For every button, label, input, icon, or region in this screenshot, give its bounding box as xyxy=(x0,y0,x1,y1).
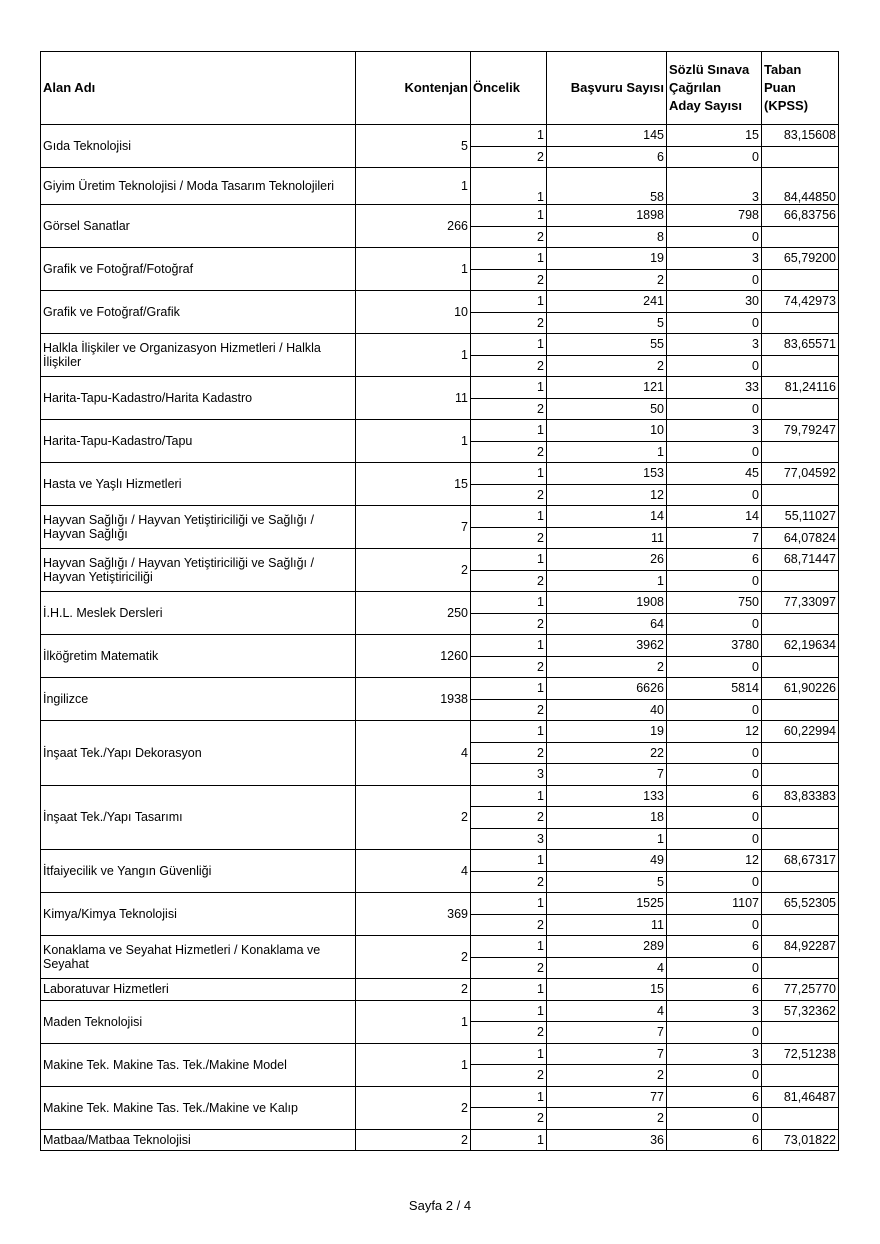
basvuru-cell: 36 xyxy=(547,1129,667,1151)
taban-puan-cell: 55,11027 xyxy=(762,506,839,528)
kontenjan-cell: 4 xyxy=(356,721,471,786)
alan-adi-cell: Gıda Teknolojisi xyxy=(41,125,356,168)
table-row xyxy=(41,506,839,528)
oncelik-cell: 2 xyxy=(471,742,547,764)
kontenjan-cell: 5 xyxy=(356,125,471,168)
taban-puan-cell: 72,51238 xyxy=(762,1043,839,1065)
taban-puan-cell: 68,67317 xyxy=(762,850,839,872)
sozlu-cell: 30 xyxy=(667,291,762,313)
table-row xyxy=(41,785,839,807)
taban-puan-cell xyxy=(762,269,839,291)
kontenjan-cell: 11 xyxy=(356,377,471,420)
sozlu-cell: 0 xyxy=(667,914,762,936)
basvuru-cell: 26 xyxy=(547,549,667,571)
oncelik-cell: 2 xyxy=(471,1108,547,1130)
sozlu-cell: 0 xyxy=(667,957,762,979)
basvuru-cell: 19 xyxy=(547,248,667,270)
table-row xyxy=(41,1000,839,1022)
oncelik-cell: 2 xyxy=(471,484,547,506)
header-sozlu-sinav xyxy=(667,52,762,125)
sozlu-cell: 0 xyxy=(667,269,762,291)
basvuru-cell: 22 xyxy=(547,742,667,764)
taban-puan-cell: 84,44850 xyxy=(762,168,839,205)
table-row xyxy=(41,549,839,571)
taban-puan-cell xyxy=(762,355,839,377)
table-row xyxy=(41,592,839,614)
sozlu-cell: 3 xyxy=(667,334,762,356)
sozlu-cell: 14 xyxy=(667,506,762,528)
sozlu-cell: 0 xyxy=(667,742,762,764)
taban-puan-cell xyxy=(762,656,839,678)
alan-adi-cell: Hayvan Sağlığı / Hayvan Yetiştiriciliği ve Sağlığı / Hayvan Yetiştiriciliği xyxy=(41,549,356,592)
taban-puan-cell xyxy=(762,807,839,829)
sozlu-cell: 0 xyxy=(667,484,762,506)
table-row xyxy=(41,168,839,205)
kontenjan-cell: 369 xyxy=(356,893,471,936)
kontenjan-cell: 4 xyxy=(356,850,471,893)
taban-puan-cell xyxy=(762,699,839,721)
oncelik-cell: 1 xyxy=(471,1129,547,1151)
alan-adi-cell: Grafik ve Fotoğraf/Fotoğraf xyxy=(41,248,356,291)
oncelik-cell: 1 xyxy=(471,291,547,313)
taban-puan-cell: 62,19634 xyxy=(762,635,839,657)
table-row xyxy=(41,1086,839,1108)
table-row xyxy=(41,248,839,270)
basvuru-cell: 50 xyxy=(547,398,667,420)
kontenjan-cell: 2 xyxy=(356,1129,471,1151)
table-row xyxy=(41,463,839,485)
oncelik-cell: 1 xyxy=(471,334,547,356)
kontenjan-cell: 1 xyxy=(356,1000,471,1043)
oncelik-cell: 1 xyxy=(471,463,547,485)
taban-puan-cell: 60,22994 xyxy=(762,721,839,743)
header-alan-adi: Alan Adı xyxy=(41,52,356,125)
basvuru-cell: 2 xyxy=(547,355,667,377)
basvuru-cell: 1908 xyxy=(547,592,667,614)
alan-adi-cell: Hayvan Sağlığı / Hayvan Yetiştiriciliği ve Sağlığı / Hayvan Sağlığı xyxy=(41,506,356,549)
oncelik-cell: 2 xyxy=(471,269,547,291)
basvuru-cell: 145 xyxy=(547,125,667,147)
kontenjan-cell: 2 xyxy=(356,1086,471,1129)
sozlu-cell: 0 xyxy=(667,146,762,168)
oncelik-cell: 1 xyxy=(471,1086,547,1108)
oncelik-cell: 1 xyxy=(471,168,547,205)
sozlu-cell: 6 xyxy=(667,979,762,1001)
kontenjan-cell: 2 xyxy=(356,936,471,979)
table-body xyxy=(41,125,839,1151)
taban-puan-cell: 79,79247 xyxy=(762,420,839,442)
oncelik-cell: 2 xyxy=(471,312,547,334)
taban-puan-cell: 57,32362 xyxy=(762,1000,839,1022)
basvuru-cell: 7 xyxy=(547,1022,667,1044)
alan-adi-cell: Laboratuvar Hizmetleri xyxy=(41,979,356,1001)
header-sozlu-line-3: Aday Sayısı xyxy=(669,98,742,113)
oncelik-cell: 2 xyxy=(471,807,547,829)
oncelik-cell: 1 xyxy=(471,785,547,807)
oncelik-cell: 1 xyxy=(471,205,547,227)
oncelik-cell: 1 xyxy=(471,592,547,614)
table-row xyxy=(41,678,839,700)
table-row xyxy=(41,1129,839,1151)
oncelik-cell: 2 xyxy=(471,1065,547,1087)
kontenjan-cell: 1 xyxy=(356,248,471,291)
sozlu-cell: 33 xyxy=(667,377,762,399)
taban-puan-cell: 61,90226 xyxy=(762,678,839,700)
header-taban-line-1: Taban xyxy=(764,62,802,77)
sozlu-cell: 0 xyxy=(667,613,762,635)
header-taban-puan xyxy=(762,52,839,125)
header-kontenjan: Kontenjan xyxy=(356,52,471,125)
alan-adi-cell: Hasta ve Yaşlı Hizmetleri xyxy=(41,463,356,506)
taban-puan-cell xyxy=(762,1108,839,1130)
alan-adi-cell: İnşaat Tek./Yapı Dekorasyon xyxy=(41,721,356,786)
oncelik-cell: 3 xyxy=(471,828,547,850)
table-row xyxy=(41,377,839,399)
basvuru-cell: 1525 xyxy=(547,893,667,915)
basvuru-cell: 1 xyxy=(547,828,667,850)
table-row xyxy=(41,850,839,872)
sozlu-cell: 3780 xyxy=(667,635,762,657)
oncelik-cell: 2 xyxy=(471,527,547,549)
alan-adi-cell: Harita-Tapu-Kadastro/Harita Kadastro xyxy=(41,377,356,420)
basvuru-cell: 2 xyxy=(547,1065,667,1087)
basvuru-cell: 7 xyxy=(547,764,667,786)
taban-puan-cell xyxy=(762,742,839,764)
taban-puan-cell xyxy=(762,484,839,506)
basvuru-cell: 5 xyxy=(547,871,667,893)
taban-puan-cell: 64,07824 xyxy=(762,527,839,549)
taban-puan-cell xyxy=(762,312,839,334)
oncelik-cell: 1 xyxy=(471,248,547,270)
header-sozlu-line-2: Çağrılan xyxy=(669,80,722,95)
oncelik-cell: 3 xyxy=(471,764,547,786)
kontenjan-cell: 250 xyxy=(356,592,471,635)
oncelik-cell: 1 xyxy=(471,979,547,1001)
header-basvuru-sayisi: Başvuru Sayısı xyxy=(547,52,667,125)
taban-puan-cell xyxy=(762,957,839,979)
sozlu-cell: 6 xyxy=(667,1129,762,1151)
kontenjan-cell: 2 xyxy=(356,785,471,850)
alan-adi-cell: İ.H.L. Meslek Dersleri xyxy=(41,592,356,635)
basvuru-cell: 15 xyxy=(547,979,667,1001)
sozlu-cell: 798 xyxy=(667,205,762,227)
basvuru-cell: 121 xyxy=(547,377,667,399)
oncelik-cell: 1 xyxy=(471,635,547,657)
oncelik-cell: 1 xyxy=(471,377,547,399)
oncelik-cell: 1 xyxy=(471,678,547,700)
table-row xyxy=(41,979,839,1001)
taban-puan-cell xyxy=(762,914,839,936)
oncelik-cell: 2 xyxy=(471,871,547,893)
taban-puan-cell: 66,83756 xyxy=(762,205,839,227)
basvuru-cell: 49 xyxy=(547,850,667,872)
table-row xyxy=(41,125,839,147)
taban-puan-cell: 81,24116 xyxy=(762,377,839,399)
oncelik-cell: 1 xyxy=(471,506,547,528)
basvuru-cell: 19 xyxy=(547,721,667,743)
taban-puan-cell: 68,71447 xyxy=(762,549,839,571)
header-taban-line-2: Puan xyxy=(764,80,796,95)
basvuru-cell: 241 xyxy=(547,291,667,313)
header-oncelik: Öncelik xyxy=(471,52,547,125)
sozlu-cell: 0 xyxy=(667,699,762,721)
kontenjan-cell: 2 xyxy=(356,549,471,592)
table-row xyxy=(41,936,839,958)
alan-adi-cell: Maden Teknolojisi xyxy=(41,1000,356,1043)
sozlu-cell: 0 xyxy=(667,312,762,334)
kontenjan-cell: 1 xyxy=(356,334,471,377)
basvuru-cell: 6626 xyxy=(547,678,667,700)
basvuru-cell: 11 xyxy=(547,527,667,549)
sozlu-cell: 1107 xyxy=(667,893,762,915)
basvuru-cell: 6 xyxy=(547,146,667,168)
taban-puan-cell: 84,92287 xyxy=(762,936,839,958)
table-row xyxy=(41,334,839,356)
basvuru-cell: 133 xyxy=(547,785,667,807)
basvuru-cell: 12 xyxy=(547,484,667,506)
alan-adi-cell: Grafik ve Fotoğraf/Grafik xyxy=(41,291,356,334)
taban-puan-cell xyxy=(762,828,839,850)
basvuru-cell: 5 xyxy=(547,312,667,334)
basvuru-cell: 64 xyxy=(547,613,667,635)
sozlu-cell: 0 xyxy=(667,441,762,463)
sozlu-cell: 0 xyxy=(667,1065,762,1087)
taban-puan-cell: 77,25770 xyxy=(762,979,839,1001)
oncelik-cell: 2 xyxy=(471,613,547,635)
sozlu-cell: 0 xyxy=(667,1108,762,1130)
basvuru-cell: 7 xyxy=(547,1043,667,1065)
table-row xyxy=(41,893,839,915)
taban-puan-cell: 77,33097 xyxy=(762,592,839,614)
alan-adi-cell: İlköğretim Matematik xyxy=(41,635,356,678)
oncelik-cell: 1 xyxy=(471,850,547,872)
alan-adi-cell: Harita-Tapu-Kadastro/Tapu xyxy=(41,420,356,463)
table-row xyxy=(41,205,839,227)
basvuru-cell: 58 xyxy=(547,168,667,205)
oncelik-cell: 1 xyxy=(471,549,547,571)
kontenjan-cell: 1 xyxy=(356,1043,471,1086)
sozlu-cell: 7 xyxy=(667,527,762,549)
alan-adi-cell: Konaklama ve Seyahat Hizmetleri / Konaklama ve Seyahat xyxy=(41,936,356,979)
oncelik-cell: 2 xyxy=(471,441,547,463)
sozlu-cell: 3 xyxy=(667,1043,762,1065)
sozlu-cell: 6 xyxy=(667,936,762,958)
oncelik-cell: 1 xyxy=(471,936,547,958)
sozlu-cell: 0 xyxy=(667,226,762,248)
alan-adi-cell: Kimya/Kimya Teknolojisi xyxy=(41,893,356,936)
basvuru-cell: 55 xyxy=(547,334,667,356)
sozlu-cell: 0 xyxy=(667,871,762,893)
table-row xyxy=(41,420,839,442)
sozlu-cell: 750 xyxy=(667,592,762,614)
table-row xyxy=(41,635,839,657)
sozlu-cell: 15 xyxy=(667,125,762,147)
sozlu-cell: 12 xyxy=(667,850,762,872)
alan-adi-cell: Halkla İlişkiler ve Organizasyon Hizmetleri / Halkla İlişkiler xyxy=(41,334,356,377)
oncelik-cell: 2 xyxy=(471,398,547,420)
alan-adi-cell: İtfaiyecilik ve Yangın Güvenliği xyxy=(41,850,356,893)
taban-puan-cell: 83,83383 xyxy=(762,785,839,807)
sozlu-cell: 0 xyxy=(667,398,762,420)
taban-puan-cell xyxy=(762,398,839,420)
oncelik-cell: 2 xyxy=(471,570,547,592)
sozlu-cell: 6 xyxy=(667,1086,762,1108)
taban-puan-cell xyxy=(762,1022,839,1044)
basvuru-cell: 14 xyxy=(547,506,667,528)
sozlu-cell: 0 xyxy=(667,570,762,592)
kontenjan-cell: 266 xyxy=(356,205,471,248)
sozlu-cell: 5814 xyxy=(667,678,762,700)
kontenjan-cell: 10 xyxy=(356,291,471,334)
oncelik-cell: 2 xyxy=(471,355,547,377)
oncelik-cell: 1 xyxy=(471,420,547,442)
oncelik-cell: 1 xyxy=(471,893,547,915)
basvuru-cell: 18 xyxy=(547,807,667,829)
table-row xyxy=(41,721,839,743)
basvuru-cell: 289 xyxy=(547,936,667,958)
oncelik-cell: 1 xyxy=(471,125,547,147)
sozlu-cell: 6 xyxy=(667,785,762,807)
oncelik-cell: 2 xyxy=(471,226,547,248)
alan-adi-cell: Makine Tek. Makine Tas. Tek./Makine Model xyxy=(41,1043,356,1086)
alan-adi-cell: Makine Tek. Makine Tas. Tek./Makine ve Kalıp xyxy=(41,1086,356,1129)
alan-adi-cell: Giyim Üretim Teknolojisi / Moda Tasarım Teknolojileri xyxy=(41,168,356,205)
basvuru-cell: 40 xyxy=(547,699,667,721)
sozlu-cell: 3 xyxy=(667,168,762,205)
taban-puan-cell xyxy=(762,764,839,786)
basvuru-cell: 1 xyxy=(547,570,667,592)
header-sozlu-line-1: Sözlü Sınava xyxy=(669,62,750,77)
oncelik-cell: 2 xyxy=(471,699,547,721)
sozlu-cell: 3 xyxy=(667,1000,762,1022)
alan-adi-cell: İnşaat Tek./Yapı Tasarımı xyxy=(41,785,356,850)
sozlu-cell: 12 xyxy=(667,721,762,743)
taban-puan-cell xyxy=(762,226,839,248)
taban-puan-cell xyxy=(762,613,839,635)
basvuru-cell: 2 xyxy=(547,656,667,678)
basvuru-cell: 1898 xyxy=(547,205,667,227)
taban-puan-cell: 73,01822 xyxy=(762,1129,839,1151)
taban-puan-cell xyxy=(762,441,839,463)
kontenjan-cell: 1 xyxy=(356,420,471,463)
taban-puan-cell: 74,42973 xyxy=(762,291,839,313)
table-row xyxy=(41,1043,839,1065)
oncelik-cell: 2 xyxy=(471,914,547,936)
sozlu-cell: 45 xyxy=(667,463,762,485)
header-row xyxy=(41,52,839,125)
oncelik-cell: 2 xyxy=(471,1022,547,1044)
sozlu-cell: 0 xyxy=(667,828,762,850)
oncelik-cell: 1 xyxy=(471,721,547,743)
taban-puan-cell xyxy=(762,871,839,893)
taban-puan-cell: 65,79200 xyxy=(762,248,839,270)
alan-adi-cell: Matbaa/Matbaa Teknolojisi xyxy=(41,1129,356,1151)
basvuru-cell: 10 xyxy=(547,420,667,442)
table-row xyxy=(41,291,839,313)
basvuru-cell: 4 xyxy=(547,957,667,979)
basvuru-cell: 2 xyxy=(547,269,667,291)
alan-adi-cell: İngilizce xyxy=(41,678,356,721)
oncelik-cell: 2 xyxy=(471,146,547,168)
oncelik-cell: 2 xyxy=(471,656,547,678)
sozlu-cell: 0 xyxy=(667,1022,762,1044)
header-taban-line-3: (KPSS) xyxy=(764,98,809,113)
oncelik-cell: 1 xyxy=(471,1000,547,1022)
taban-puan-cell: 83,65571 xyxy=(762,334,839,356)
kontenjan-cell: 1260 xyxy=(356,635,471,678)
kontenjan-cell: 2 xyxy=(356,979,471,1001)
taban-puan-cell: 83,15608 xyxy=(762,125,839,147)
basvuru-cell: 77 xyxy=(547,1086,667,1108)
basvuru-cell: 4 xyxy=(547,1000,667,1022)
sozlu-cell: 0 xyxy=(667,355,762,377)
oncelik-cell: 1 xyxy=(471,1043,547,1065)
sozlu-cell: 6 xyxy=(667,549,762,571)
taban-puan-cell: 77,04592 xyxy=(762,463,839,485)
alan-adi-cell: Görsel Sanatlar xyxy=(41,205,356,248)
basvuru-cell: 8 xyxy=(547,226,667,248)
basvuru-cell: 1 xyxy=(547,441,667,463)
taban-puan-cell xyxy=(762,146,839,168)
kontenjan-cell: 7 xyxy=(356,506,471,549)
sozlu-cell: 0 xyxy=(667,656,762,678)
kontenjan-cell: 15 xyxy=(356,463,471,506)
kontenjan-cell: 1938 xyxy=(356,678,471,721)
sozlu-cell: 3 xyxy=(667,248,762,270)
quota-table xyxy=(40,51,839,1151)
taban-puan-cell: 81,46487 xyxy=(762,1086,839,1108)
basvuru-cell: 11 xyxy=(547,914,667,936)
sozlu-cell: 0 xyxy=(667,764,762,786)
page-number: Sayfa 2 / 4 xyxy=(408,1198,472,1213)
sozlu-cell: 3 xyxy=(667,420,762,442)
taban-puan-cell xyxy=(762,570,839,592)
basvuru-cell: 153 xyxy=(547,463,667,485)
taban-puan-cell xyxy=(762,1065,839,1087)
basvuru-cell: 3962 xyxy=(547,635,667,657)
kontenjan-cell: 1 xyxy=(356,168,471,205)
basvuru-cell: 2 xyxy=(547,1108,667,1130)
taban-puan-cell: 65,52305 xyxy=(762,893,839,915)
oncelik-cell: 2 xyxy=(471,957,547,979)
sozlu-cell: 0 xyxy=(667,807,762,829)
